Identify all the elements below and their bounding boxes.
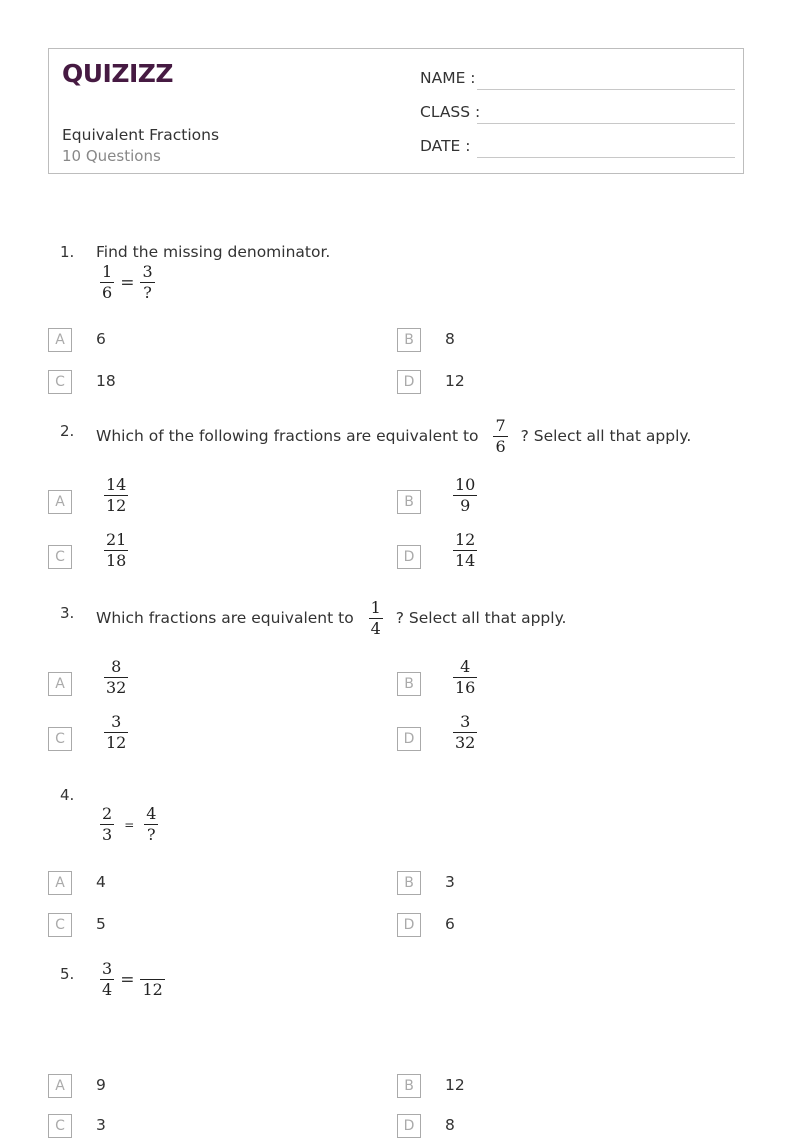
option-text: 12 [445, 1076, 465, 1094]
question-expression: $\frac{2}{3}$ = $\frac{4}{?}$ [102, 804, 157, 844]
option-letter: D [397, 545, 421, 569]
option-letter: D [397, 1114, 421, 1138]
name-label: NAME : [420, 69, 476, 87]
fraction: $\frac{7}{6}$ [495, 416, 506, 456]
option-letter: A [48, 1074, 72, 1098]
option-text: 8 [445, 1116, 455, 1134]
question-number: 2. [60, 422, 75, 440]
question-number: 3. [60, 604, 75, 622]
option-letter: B [397, 871, 421, 895]
option-text: 5 [96, 915, 106, 933]
fraction: 8 32 [106, 657, 127, 697]
fraction: 4 16 [455, 657, 476, 697]
quizizz-logo: QUIZIZZ [62, 59, 174, 88]
fraction: $\frac{2}{3}$ [102, 804, 113, 844]
option-letter: B [397, 672, 421, 696]
fraction: 3 12 [106, 712, 127, 752]
prompt-text: Which of the following fractions are equivalent to [96, 427, 479, 445]
option-text: 6 [96, 330, 106, 348]
prompt-text: ? Select all that apply. [395, 609, 567, 627]
fraction: 12 14 [455, 530, 476, 570]
question-count: 10 Questions [62, 147, 161, 165]
option-letter: A [48, 871, 72, 895]
date-field[interactable] [420, 134, 735, 158]
question-prompt: Find the missing denominator. [96, 243, 331, 261]
option-text: 3 [445, 873, 455, 891]
option-letter: D [397, 727, 421, 751]
fraction: 3 32 [455, 712, 476, 752]
fraction: 10 9 [455, 475, 476, 515]
fraction: $\frac{3}{4}$ [102, 959, 113, 999]
question-prompt [96, 598, 566, 639]
option-text: 12 [445, 372, 465, 390]
question-expression: $\frac{3}{4}$ = 12 [102, 959, 163, 999]
option-letter: B [397, 1074, 421, 1098]
option-letter: A [48, 328, 72, 352]
fraction: 21 18 [106, 530, 127, 570]
class-field[interactable] [420, 100, 735, 124]
date-label: DATE : [420, 137, 471, 155]
worksheet-header [48, 48, 744, 174]
option-letter: B [397, 328, 421, 352]
question-number: 5. [60, 965, 75, 983]
option-text: 8 [445, 330, 455, 348]
fraction: $\frac{1}{6}$ [102, 262, 113, 302]
option-letter: C [48, 727, 72, 751]
option-text: 6 [445, 915, 455, 933]
fraction: $\frac{1}{4}$ [370, 598, 381, 638]
option-letter: D [397, 913, 421, 937]
option-letter: C [48, 913, 72, 937]
name-field[interactable] [420, 66, 735, 90]
question-number: 1. [60, 243, 75, 261]
fraction: $\frac{3}{?}$ [142, 262, 153, 302]
worksheet-title: Equivalent Fractions [62, 126, 220, 144]
name-line [477, 89, 735, 90]
question-expression: $\frac{1}{6}$ = $\frac{3}{?}$ [102, 262, 153, 302]
date-line [477, 157, 735, 158]
option-letter: B [397, 490, 421, 514]
option-letter: A [48, 672, 72, 696]
option-text: 18 [96, 372, 116, 390]
prompt-text: Which fractions are equivalent to [96, 609, 354, 627]
option-text: 9 [96, 1076, 106, 1094]
class-label: CLASS : [420, 103, 481, 121]
prompt-text: ? Select all that apply. [520, 427, 692, 445]
fraction: 14 12 [106, 475, 127, 515]
option-letter: D [397, 370, 421, 394]
option-letter: C [48, 1114, 72, 1138]
question-number: 4. [60, 786, 75, 804]
class-line [477, 123, 735, 124]
fraction: $\frac{4}{?}$ [146, 804, 157, 844]
question-prompt [96, 416, 691, 457]
option-text: 3 [96, 1116, 106, 1134]
option-letter: C [48, 545, 72, 569]
option-text: 4 [96, 873, 106, 891]
option-letter: A [48, 490, 72, 514]
option-letter: C [48, 370, 72, 394]
fraction: 12 [142, 980, 163, 999]
